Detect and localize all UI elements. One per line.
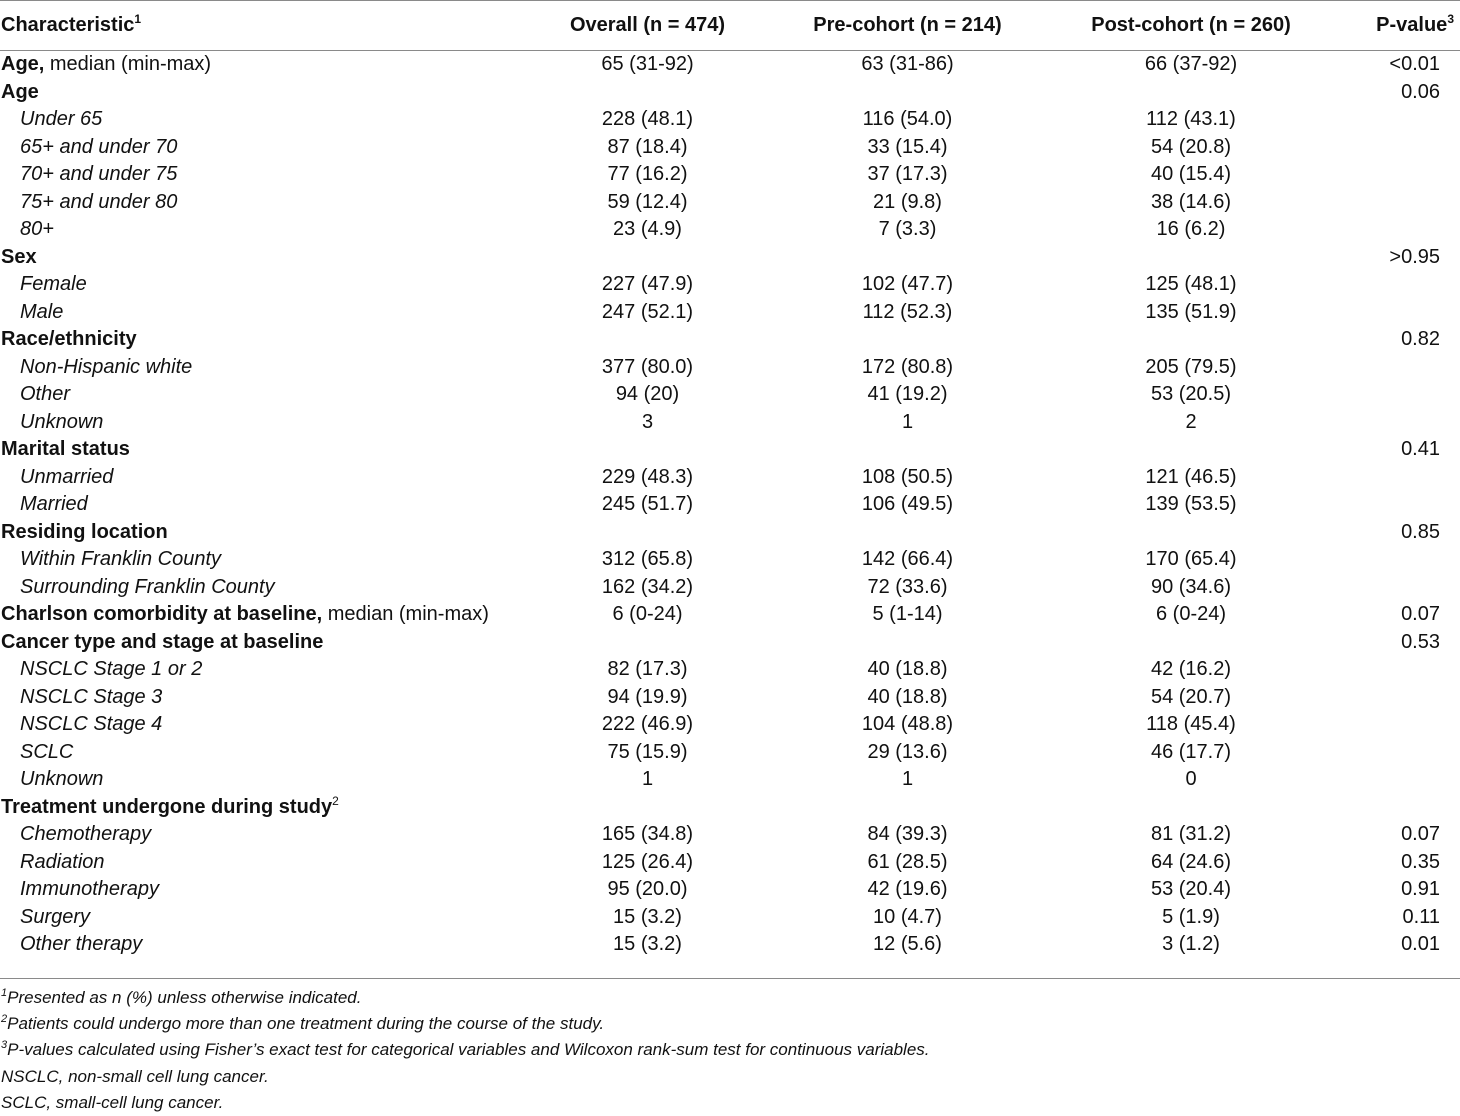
- table-section-row: [0, 244, 1460, 272]
- characteristic-suffix: median (min-max): [322, 603, 489, 625]
- pre-cohort-cell: [770, 79, 1045, 107]
- table-section-row: [0, 519, 1460, 547]
- pvalue-cell: 0.85: [1401, 520, 1440, 543]
- post-cohort-cell: 125 (48.1): [1145, 273, 1237, 295]
- characteristic-label: Radiation: [20, 850, 105, 873]
- characteristic-cell: [0, 876, 525, 904]
- footnote-text: NSCLC, non-small cell lung cancer.: [1, 1066, 269, 1086]
- table-row: [0, 409, 1460, 437]
- overall-cell: [525, 794, 770, 822]
- post-cohort-cell: 6 (0-24): [1155, 603, 1227, 625]
- table-section-row: [0, 326, 1460, 354]
- characteristic-cell: [0, 849, 525, 877]
- header-characteristic-label: Characteristic: [1, 14, 135, 36]
- characteristic-cell: [0, 134, 525, 162]
- post-cohort-cell: [1045, 794, 1337, 822]
- overall-cell: 312 (65.8): [601, 548, 694, 570]
- characteristic-cell: [0, 546, 525, 574]
- characteristic-cell: [0, 711, 525, 739]
- characteristic-cell: [0, 326, 525, 354]
- pre-cohort-cell: [770, 244, 1045, 272]
- post-cohort-cell: 205 (79.5): [1145, 355, 1237, 378]
- post-cohort-cell: [1045, 519, 1337, 547]
- characteristic-cell: [0, 354, 525, 382]
- pre-cohort-cell: 108 (50.5): [861, 465, 954, 488]
- overall-cell: 82 (17.3): [607, 658, 688, 680]
- pre-cohort-cell: 29 (13.6): [867, 740, 948, 763]
- pre-cohort-cell: 1: [901, 410, 914, 433]
- characteristic-cell: [0, 216, 525, 244]
- header-overall: Overall (n = 474): [569, 14, 726, 36]
- characteristic-label: Chemotherapy: [20, 823, 152, 845]
- table-bottom-rule: [0, 978, 1460, 979]
- table-row: [0, 134, 1460, 162]
- characteristic-cell: [0, 409, 525, 437]
- characteristic-label: 70+ and under 75: [20, 163, 178, 185]
- characteristic-label: Unknown: [20, 768, 104, 790]
- characteristic-label: Cancer type and stage at baseline: [1, 630, 324, 653]
- characteristic-cell: [0, 931, 525, 959]
- characteristic-cell: [0, 106, 525, 134]
- characteristic-label: Unknown: [20, 410, 104, 433]
- characteristic-label: Age,: [1, 53, 45, 75]
- characteristic-cell: [0, 189, 525, 217]
- characteristic-cell: [0, 519, 525, 547]
- footnote: [1, 1011, 930, 1037]
- table-row: [0, 271, 1460, 299]
- header-pre-cohort: Pre-cohort (n = 214): [813, 14, 1002, 36]
- pvalue-cell: >0.95: [1389, 245, 1440, 268]
- post-cohort-cell: 5 (1.9): [1162, 905, 1220, 928]
- pvalue-cell: [1337, 381, 1460, 409]
- header-row: [0, 0, 1460, 51]
- table-row: [0, 849, 1460, 877]
- characteristic-label: Surgery: [20, 905, 91, 928]
- overall-cell: 59 (12.4): [607, 190, 688, 213]
- post-cohort-cell: 118 (45.4): [1146, 713, 1236, 735]
- pvalue-cell: 0.11: [1402, 905, 1440, 928]
- table-row: [0, 299, 1460, 327]
- characteristic-label: Age: [1, 80, 39, 103]
- pvalue-cell: [1337, 574, 1460, 602]
- post-cohort-cell: 121 (46.5): [1145, 465, 1237, 488]
- characteristic-label: 80+: [20, 218, 54, 240]
- pvalue-cell: 0.06: [1401, 80, 1440, 103]
- pre-cohort-cell: 40 (18.8): [867, 685, 948, 708]
- characteristic-cell: [0, 656, 525, 684]
- overall-cell: [525, 519, 770, 547]
- characteristic-label: Sex: [1, 245, 37, 268]
- header-post-cohort: Post-cohort (n = 260): [1091, 14, 1291, 36]
- pre-cohort-cell: 21 (9.8): [873, 190, 942, 213]
- characteristic-cell: [0, 79, 525, 107]
- pvalue-cell: [1337, 656, 1460, 684]
- pre-cohort-cell: 1: [901, 768, 914, 790]
- table-section-row: [0, 79, 1460, 107]
- table-section-row: [0, 629, 1460, 657]
- header-characteristic: [0, 0, 525, 51]
- overall-cell: 125 (26.4): [601, 850, 694, 873]
- pre-cohort-cell: 7 (3.3): [878, 218, 937, 240]
- characteristic-cell: [0, 574, 525, 602]
- characteristic-label: Other therapy: [20, 933, 143, 955]
- overall-cell: [525, 436, 770, 464]
- characteristic-label: 65+ and under 70: [20, 135, 178, 158]
- characteristic-label: Within Franklin County: [20, 548, 222, 570]
- characteristic-label: Immunotherapy: [20, 878, 159, 900]
- footnote-number: 2: [1, 1013, 8, 1026]
- post-cohort-cell: 2: [1185, 410, 1197, 433]
- pre-cohort-cell: [770, 326, 1045, 354]
- pvalue-cell: [1337, 684, 1460, 712]
- pvalue-cell: [1337, 299, 1460, 327]
- post-cohort-cell: 3 (1.2): [1162, 933, 1220, 955]
- characteristic-cell: [0, 51, 525, 79]
- table-row: [0, 876, 1460, 904]
- table-section-row: [0, 51, 1460, 79]
- pre-cohort-cell: [770, 436, 1045, 464]
- pre-cohort-cell: 72 (33.6): [867, 575, 948, 598]
- overall-cell: 1: [641, 768, 654, 790]
- pre-cohort-cell: 37 (17.3): [867, 163, 948, 185]
- pre-cohort-cell: [770, 794, 1045, 822]
- table-row: [0, 106, 1460, 134]
- post-cohort-cell: [1045, 326, 1337, 354]
- overall-cell: 6 (0-24): [612, 603, 683, 625]
- overall-cell: 247 (52.1): [601, 300, 694, 323]
- overall-cell: 94 (20): [615, 383, 680, 405]
- footnote-mark: 2: [332, 793, 339, 808]
- characteristic-label: Unmarried: [20, 465, 114, 488]
- table-row: [0, 656, 1460, 684]
- pre-cohort-cell: 172 (80.8): [861, 355, 954, 378]
- pvalue-cell: [1337, 491, 1460, 519]
- pre-cohort-cell: 84 (39.3): [867, 823, 948, 845]
- pvalue-cell: [1337, 161, 1460, 189]
- post-cohort-cell: 64 (24.6): [1150, 850, 1232, 873]
- pvalue-cell: 0.41: [1401, 438, 1440, 460]
- characteristic-cell: [0, 436, 525, 464]
- characteristic-cell: [0, 904, 525, 932]
- pre-cohort-cell: 41 (19.2): [867, 383, 948, 405]
- characteristic-cell: [0, 684, 525, 712]
- table-row: [0, 161, 1460, 189]
- table-row: [0, 464, 1460, 492]
- pvalue-cell: [1337, 739, 1460, 767]
- table-row: [0, 189, 1460, 217]
- post-cohort-cell: 139 (53.5): [1145, 493, 1237, 515]
- header-characteristic-footnote-mark: 1: [134, 12, 142, 26]
- table-row: [0, 381, 1460, 409]
- pre-cohort-cell: 42 (19.6): [867, 878, 948, 900]
- table-row: [0, 766, 1460, 794]
- table-body: [0, 51, 1460, 959]
- overall-cell: 229 (48.3): [601, 465, 694, 488]
- pvalue-cell: 0.53: [1401, 630, 1440, 653]
- post-cohort-cell: 38 (14.6): [1150, 190, 1232, 213]
- pvalue-cell: [1337, 134, 1460, 162]
- characteristic-label: NSCLC Stage 4: [20, 713, 163, 735]
- overall-cell: 94 (19.9): [607, 685, 688, 708]
- pre-cohort-cell: [770, 629, 1045, 657]
- table-row: [0, 491, 1460, 519]
- table-row: [0, 711, 1460, 739]
- overall-cell: 3: [641, 410, 654, 433]
- post-cohort-cell: 66 (37-92): [1144, 53, 1238, 75]
- table-header: [0, 0, 1460, 51]
- pvalue-cell: [1337, 711, 1460, 739]
- characteristic-cell: [0, 381, 525, 409]
- characteristic-label: Other: [20, 383, 71, 405]
- header-pvalue-label: P-value: [1376, 14, 1448, 36]
- pvalue-cell: [1337, 189, 1460, 217]
- overall-cell: 77 (16.2): [607, 163, 688, 185]
- footnote-text: SCLC, small-cell lung cancer.: [1, 1092, 224, 1112]
- post-cohort-cell: 16 (6.2): [1156, 218, 1226, 240]
- pre-cohort-cell: 33 (15.4): [867, 135, 948, 158]
- characteristic-label: Non-Hispanic white: [20, 355, 193, 378]
- pvalue-cell: 0.01: [1401, 933, 1440, 955]
- post-cohort-cell: 53 (20.4): [1150, 878, 1232, 900]
- post-cohort-cell: 135 (51.9): [1145, 300, 1237, 323]
- header-pvalue-footnote-mark: 3: [1447, 12, 1454, 26]
- table-section-row: [0, 601, 1460, 629]
- overall-cell: 228 (48.1): [601, 108, 694, 130]
- post-cohort-cell: 81 (31.2): [1150, 823, 1232, 845]
- post-cohort-cell: [1045, 629, 1337, 657]
- pvalue-cell: [1337, 354, 1460, 382]
- footnote: [1, 1090, 930, 1116]
- header-pvalue: [1337, 0, 1460, 51]
- characteristic-label: 75+ and under 80: [20, 190, 178, 213]
- footnote: [1, 985, 930, 1011]
- pre-cohort-cell: 5 (1-14): [872, 603, 943, 625]
- characteristic-cell: [0, 271, 525, 299]
- post-cohort-cell: 46 (17.7): [1150, 740, 1232, 763]
- post-cohort-cell: 112 (43.1): [1146, 108, 1236, 130]
- pre-cohort-cell: 104 (48.8): [861, 713, 954, 735]
- characteristic-label: NSCLC Stage 1 or 2: [20, 658, 203, 680]
- table-section-row: [0, 794, 1460, 822]
- characteristic-cell: [0, 491, 525, 519]
- characteristic-label: Marital status: [1, 438, 130, 460]
- characteristic-cell: [0, 244, 525, 272]
- pvalue-cell: [1337, 106, 1460, 134]
- table-footnotes: [1, 985, 930, 1116]
- footnote: [1, 1064, 930, 1090]
- characteristic-cell: [0, 739, 525, 767]
- pre-cohort-cell: 63 (31-86): [861, 53, 954, 75]
- characteristic-cell: [0, 601, 525, 629]
- pre-cohort-cell: 10 (4.7): [873, 905, 942, 928]
- pvalue-cell: [1337, 794, 1460, 822]
- characteristic-cell: [0, 766, 525, 794]
- characteristic-cell: [0, 821, 525, 849]
- overall-cell: 15 (3.2): [613, 905, 682, 928]
- pvalue-cell: [1337, 409, 1460, 437]
- post-cohort-cell: 53 (20.5): [1150, 383, 1232, 405]
- characteristic-label: Married: [20, 493, 88, 515]
- table-section-row: [0, 436, 1460, 464]
- table-row: [0, 739, 1460, 767]
- overall-cell: [525, 326, 770, 354]
- post-cohort-cell: 0: [1185, 768, 1197, 790]
- characteristic-cell: [0, 464, 525, 492]
- characteristic-label: Treatment undergone during study: [1, 795, 333, 818]
- overall-cell: 75 (15.9): [607, 740, 688, 763]
- overall-cell: [525, 629, 770, 657]
- pvalue-cell: [1337, 271, 1460, 299]
- characteristic-label: Male: [20, 300, 64, 323]
- characteristic-cell: [0, 629, 525, 657]
- overall-cell: 227 (47.9): [601, 273, 694, 295]
- post-cohort-cell: 54 (20.8): [1150, 135, 1232, 158]
- table-row: [0, 574, 1460, 602]
- overall-cell: 65 (31-92): [601, 53, 694, 75]
- pre-cohort-cell: 142 (66.4): [861, 548, 954, 570]
- table-row: [0, 931, 1460, 959]
- table-row: [0, 684, 1460, 712]
- overall-cell: 165 (34.8): [601, 823, 694, 845]
- pre-cohort-cell: 12 (5.6): [873, 933, 942, 955]
- overall-cell: 377 (80.0): [601, 355, 694, 378]
- post-cohort-cell: 42 (16.2): [1150, 658, 1232, 680]
- table-row: [0, 904, 1460, 932]
- pre-cohort-cell: [770, 519, 1045, 547]
- post-cohort-cell: 40 (15.4): [1150, 163, 1232, 185]
- overall-cell: 245 (51.7): [601, 493, 694, 515]
- characteristic-label: Charlson comorbidity at baseline,: [1, 603, 323, 625]
- overall-cell: 95 (20.0): [607, 878, 688, 900]
- post-cohort-cell: 90 (34.6): [1150, 575, 1232, 598]
- pvalue-cell: [1337, 766, 1460, 794]
- pvalue-cell: 0.82: [1401, 328, 1440, 350]
- pvalue-cell: <0.01: [1389, 53, 1440, 75]
- table-row: [0, 216, 1460, 244]
- overall-cell: 15 (3.2): [613, 933, 682, 955]
- post-cohort-cell: [1045, 436, 1337, 464]
- characteristic-label: NSCLC Stage 3: [20, 685, 163, 708]
- characteristic-suffix: median (min-max): [44, 53, 212, 75]
- characteristic-label: Under 65: [20, 108, 103, 130]
- post-cohort-cell: [1045, 244, 1337, 272]
- pvalue-cell: 0.07: [1401, 823, 1440, 845]
- pvalue-cell: 0.91: [1401, 878, 1440, 900]
- characteristic-label: SCLC: [20, 740, 74, 763]
- characteristic-cell: [0, 161, 525, 189]
- pvalue-cell: [1337, 464, 1460, 492]
- footnote-text: P-values calculated using Fisher’s exact test for categorical variables and Wilcoxon rank-sum test for continuous variables.: [7, 1040, 930, 1060]
- overall-cell: [525, 244, 770, 272]
- overall-cell: 87 (18.4): [607, 135, 688, 158]
- pre-cohort-cell: 102 (47.7): [861, 273, 954, 295]
- pre-cohort-cell: 106 (49.5): [861, 493, 954, 515]
- footnote-number: 3: [1, 1039, 8, 1052]
- pvalue-cell: [1337, 216, 1460, 244]
- table-row: [0, 821, 1460, 849]
- overall-cell: 222 (46.9): [601, 713, 694, 735]
- post-cohort-cell: 54 (20.7): [1150, 685, 1232, 708]
- characteristic-cell: [0, 299, 525, 327]
- table-row: [0, 546, 1460, 574]
- footnote-text: Presented as n (%) unless otherwise indicated.: [7, 988, 362, 1007]
- pre-cohort-cell: 112 (52.3): [862, 300, 953, 323]
- pvalue-cell: [1337, 546, 1460, 574]
- characteristic-cell: [0, 794, 525, 822]
- footnote-text: Patients could undergo more than one treatment during the course of the study.: [7, 1014, 605, 1034]
- pre-cohort-cell: 116 (54.0): [862, 108, 953, 130]
- pvalue-cell: 0.35: [1401, 850, 1440, 873]
- characteristic-label: Race/ethnicity: [1, 328, 137, 350]
- pvalue-cell: 0.07: [1401, 603, 1440, 625]
- overall-cell: [525, 79, 770, 107]
- characteristic-label: Residing location: [1, 520, 168, 543]
- footnote: [1, 1037, 930, 1063]
- overall-cell: 162 (34.2): [601, 575, 694, 598]
- characteristic-label: Surrounding Franklin County: [20, 575, 275, 598]
- pre-cohort-cell: 40 (18.8): [867, 658, 948, 680]
- overall-cell: 23 (4.9): [613, 218, 682, 240]
- table-row: [0, 354, 1460, 382]
- characteristic-label: Female: [20, 273, 87, 295]
- post-cohort-cell: 170 (65.4): [1145, 548, 1237, 570]
- pre-cohort-cell: 61 (28.5): [867, 850, 948, 873]
- footnote-number: 1: [1, 987, 8, 999]
- post-cohort-cell: [1045, 79, 1337, 107]
